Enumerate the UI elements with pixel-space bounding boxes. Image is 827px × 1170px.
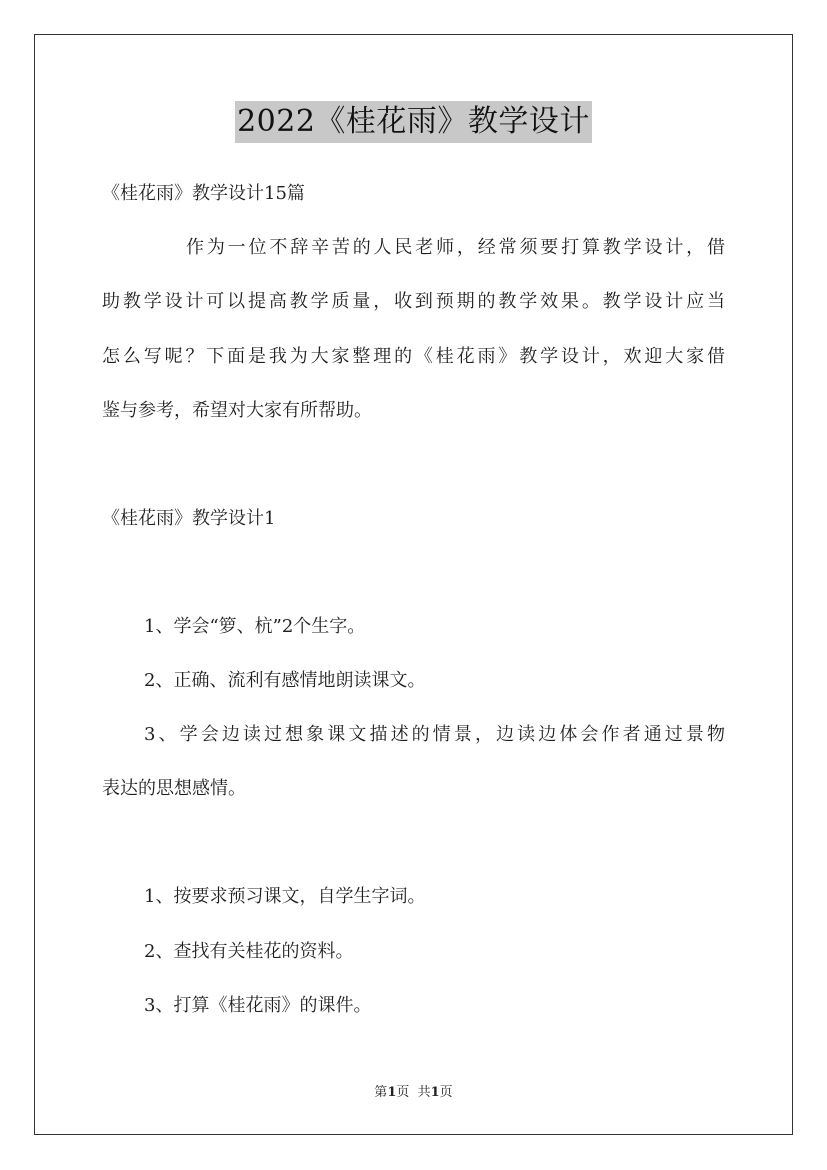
footer-page-number: 1 <box>387 1085 397 1100</box>
footer-suffix: 页 <box>439 1085 453 1100</box>
footer-prefix: 第 <box>374 1085 388 1100</box>
goal-item-2: 2、正确、流利有感情地朗读课文。 <box>144 670 426 691</box>
document-subtitle: 《桂花雨》教学设计15篇 <box>102 183 305 204</box>
section-heading: 《桂花雨》教学设计1 <box>102 508 276 529</box>
page-footer <box>0 1084 827 1102</box>
intro-line-2: 助教学设计可以提高教学质量，收到预期的教学效果。教学设计应当 <box>102 291 725 312</box>
prep-item-2: 2、查找有关桂花的资料。 <box>144 941 354 962</box>
prep-item-1: 1、按要求预习课文，自学生字词。 <box>144 886 426 907</box>
goal-item-3: 3、学会边读过想象课文描述的情景，边读边体会作者通过景物 <box>144 724 725 745</box>
goal-item-1: 1、学会“箩、杭”2个生字。 <box>144 616 366 637</box>
title-container <box>0 101 827 143</box>
footer-mid: 页 共 <box>396 1085 431 1100</box>
intro-line-1: 作为一位不辞辛苦的人民老师，经常须要打算教学设计，借 <box>186 237 725 258</box>
intro-line-3: 怎么写呢？下面是我为大家整理的《桂花雨》教学设计，欢迎大家借 <box>102 346 725 367</box>
footer-total-pages: 1 <box>430 1085 440 1100</box>
goal-item-3-continued: 表达的思想感情。 <box>102 778 246 799</box>
intro-line-4: 鉴与参考，希望对大家有所帮助。 <box>102 400 372 421</box>
document-title: 2022《桂花雨》教学设计 <box>235 101 592 143</box>
prep-item-3: 3、打算《桂花雨》的课件。 <box>144 995 372 1016</box>
